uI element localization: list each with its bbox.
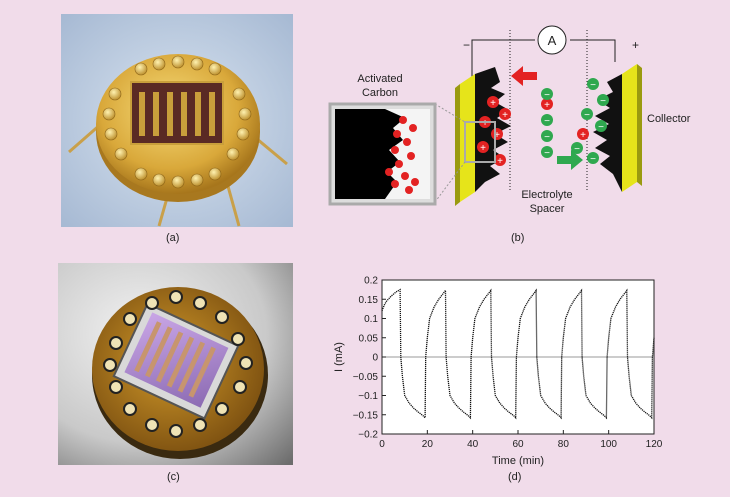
y-tick-label: 0.2 xyxy=(364,275,378,287)
y-tick-label: −0.1 xyxy=(358,391,378,402)
svg-text:−: − xyxy=(574,144,580,155)
plus-terminal: + xyxy=(632,38,640,52)
y-axis-label: I (mA) xyxy=(333,342,345,372)
label-electrolyte: Electrolyte xyxy=(521,189,573,201)
svg-text:+: + xyxy=(480,143,486,154)
diagram-b-supercapacitor xyxy=(325,22,691,222)
y-tick-label: 0 xyxy=(372,352,378,364)
svg-text:−: − xyxy=(590,80,596,91)
panel-label-c: (c) xyxy=(167,471,180,483)
label-collector: Collector xyxy=(647,113,691,125)
svg-text:+: + xyxy=(494,130,500,141)
y-tick-label: −0.2 xyxy=(358,429,378,441)
panel-label-b: (b) xyxy=(511,232,525,244)
svg-text:−: − xyxy=(544,116,550,127)
svg-text:+: + xyxy=(544,100,550,111)
y-tick-label: 0.1 xyxy=(364,314,378,325)
y-tick-label: 0.15 xyxy=(358,294,378,306)
x-tick-label: 100 xyxy=(600,439,618,450)
svg-text:+: + xyxy=(502,110,508,121)
label-spacer: Spacer xyxy=(529,203,565,215)
photo-c-micro-supercapacitor xyxy=(58,263,293,465)
svg-text:−: − xyxy=(544,132,550,143)
svg-text:+: + xyxy=(490,98,496,109)
y-tick-label: −0.05 xyxy=(352,371,378,383)
svg-text:−: − xyxy=(544,148,550,159)
x-axis-label: Time (min) xyxy=(491,455,545,467)
svg-text:+: + xyxy=(482,118,488,129)
label-activated-carbon-1: Activated xyxy=(357,73,403,85)
x-tick-label: 80 xyxy=(557,439,569,450)
x-tick-label: 20 xyxy=(421,439,433,450)
chart-d-current-vs-time xyxy=(320,268,670,468)
panel-label-a: (a) xyxy=(166,232,180,244)
negative-ions xyxy=(541,78,609,165)
panel-label-d: (d) xyxy=(508,471,522,483)
svg-text:−: − xyxy=(584,110,590,121)
svg-text:−: − xyxy=(600,96,606,107)
svg-text:+: + xyxy=(580,130,586,141)
x-tick-label: 60 xyxy=(512,439,524,450)
photo-a-sensor-package xyxy=(61,14,293,227)
svg-text:−: − xyxy=(598,122,604,133)
minus-terminal: − xyxy=(463,38,471,52)
svg-text:+: + xyxy=(497,156,503,167)
svg-text:−: − xyxy=(590,154,596,165)
x-tick-label: 120 xyxy=(645,439,663,450)
ammeter-label: A xyxy=(547,33,557,48)
x-tick-label: 0 xyxy=(379,439,385,450)
x-tick-label: 40 xyxy=(467,439,479,450)
y-tick-label: 0.05 xyxy=(358,333,378,345)
svg-text:−: − xyxy=(544,90,550,101)
red-arrow-icon xyxy=(511,66,537,86)
label-activated-carbon-2: Carbon xyxy=(361,87,399,99)
y-tick-label: −0.15 xyxy=(352,410,378,422)
